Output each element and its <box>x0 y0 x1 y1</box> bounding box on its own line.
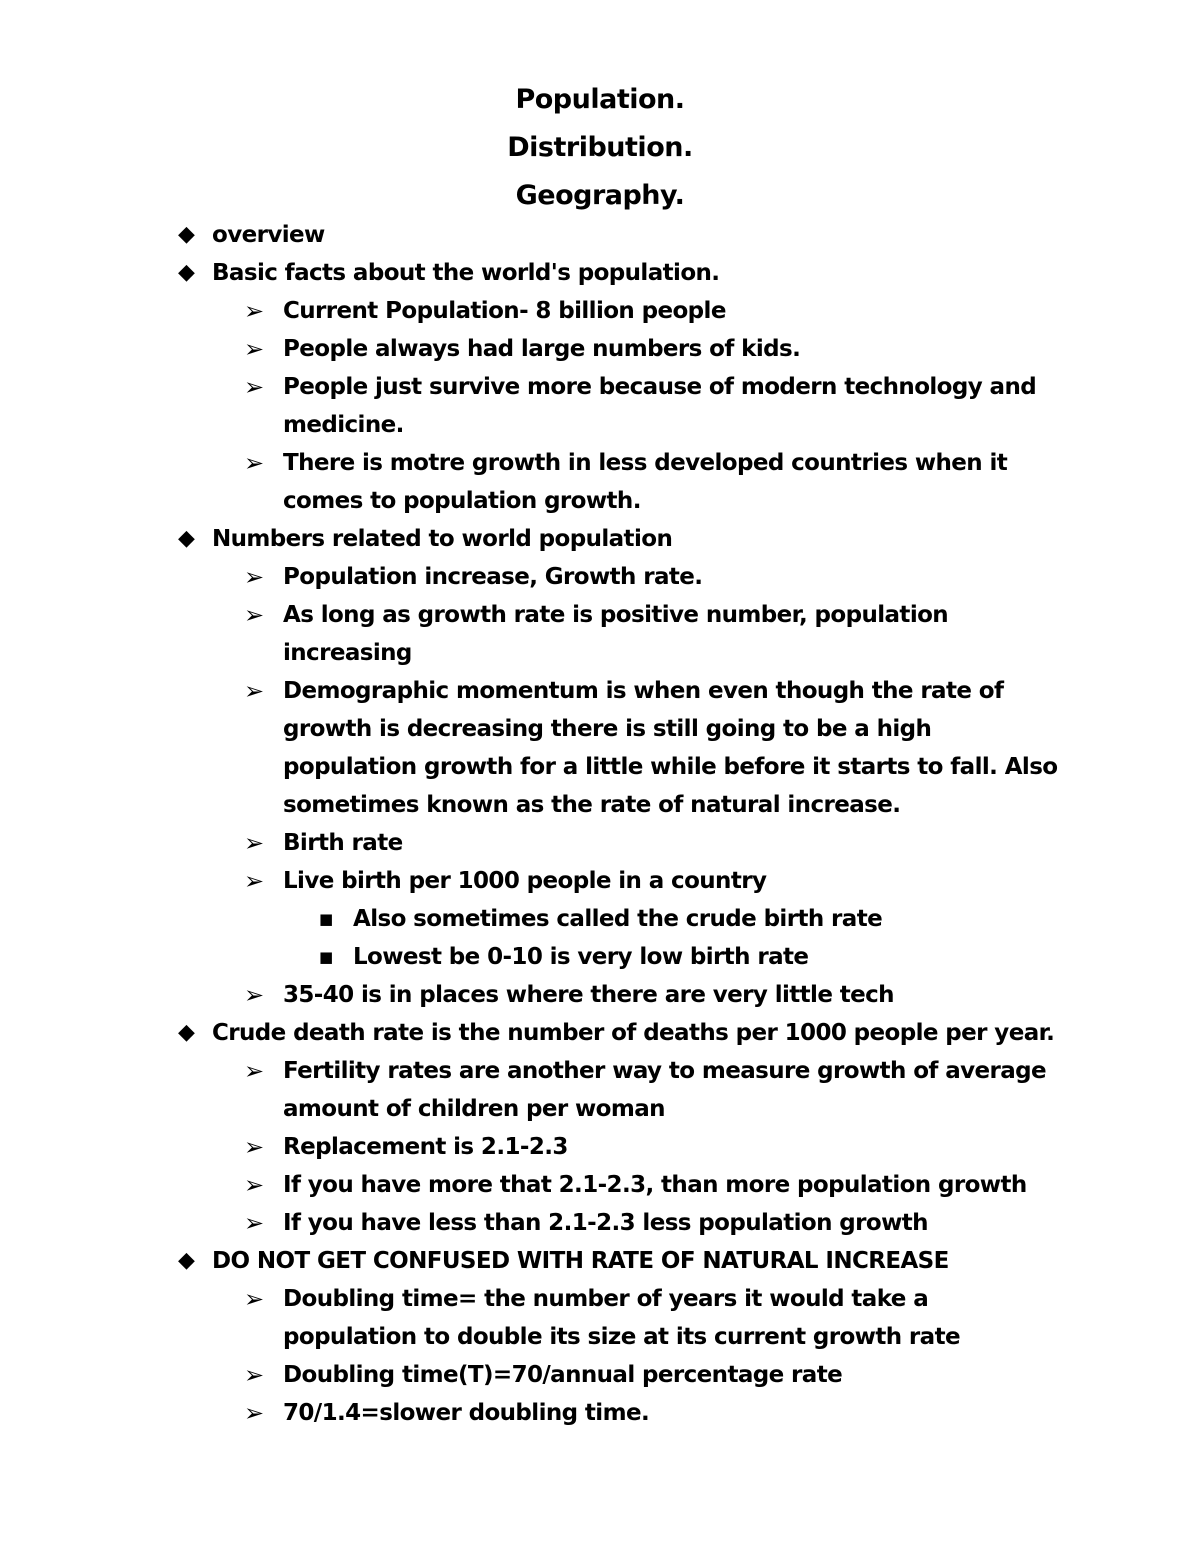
outline-item-level-2 <box>178 862 1058 900</box>
outline-item-text: Birth rate <box>283 830 403 856</box>
outline-item-text: Doubling time= the number of years it would take a population to double its size at its current growth rate <box>283 1286 960 1350</box>
outline-item-text: If you have more that 2.1-2.3, than more population growth <box>283 1172 1027 1198</box>
outline-item-level-3 <box>178 938 1068 976</box>
arrowhead-bullet-icon: ➢ <box>244 335 264 363</box>
arrowhead-bullet-icon: ➢ <box>244 297 264 325</box>
title-line-1: Population. <box>515 84 685 115</box>
outline-item-text: Crude death rate is the number of deaths per 1000 people per year. <box>212 1020 1055 1046</box>
outline-item-text: People just survive more because of modern technology and medicine. <box>283 374 1037 438</box>
outline-item-text: Doubling time(T)=70/annual percentage rate <box>283 1362 843 1388</box>
outline-item-level-2 <box>178 1280 1058 1356</box>
arrowhead-bullet-icon: ➢ <box>244 1285 264 1313</box>
arrowhead-bullet-icon: ➢ <box>244 677 264 705</box>
document-title <box>0 76 1200 220</box>
outline-item-text: Fertility rates are another way to measure growth of average amount of children per woman <box>283 1058 1047 1122</box>
outline-item-level-2 <box>178 444 1058 520</box>
outline-item-level-2 <box>178 1356 1058 1394</box>
outline-item-level-2 <box>178 1128 1058 1166</box>
title-line-2: Distribution. <box>507 132 693 163</box>
outline-item-text: People always had large numbers of kids. <box>283 336 801 362</box>
diamond-bullet-icon: ◆ <box>178 526 195 551</box>
outline-item-text: Live birth per 1000 people in a country <box>283 868 767 894</box>
outline-item-level-3 <box>178 900 1068 938</box>
arrowhead-bullet-icon: ➢ <box>244 867 264 895</box>
outline-item-text: Numbers related to world population <box>212 526 673 552</box>
outline-item-level-1 <box>178 254 1068 292</box>
outline-item-level-2 <box>178 368 1058 444</box>
outline-item-level-2 <box>178 1204 1058 1242</box>
outline-item-text: If you have less than 2.1-2.3 less population growth <box>283 1210 928 1236</box>
outline-item-text: 35-40 is in places where there are very little tech <box>283 982 894 1008</box>
outline-item-text: Replacement is 2.1-2.3 <box>283 1134 568 1160</box>
diamond-bullet-icon: ◆ <box>178 1020 195 1045</box>
arrowhead-bullet-icon: ➢ <box>244 1399 264 1427</box>
outline-item-level-2 <box>178 976 1058 1014</box>
outline-item-text: Also sometimes called the crude birth rate <box>353 906 883 932</box>
arrowhead-bullet-icon: ➢ <box>244 449 264 477</box>
outline-item-text: Basic facts about the world's population. <box>212 260 720 286</box>
arrowhead-bullet-icon: ➢ <box>244 1133 264 1161</box>
square-bullet-icon: ■ <box>319 948 333 966</box>
arrowhead-bullet-icon: ➢ <box>244 1209 264 1237</box>
outline-item-level-2 <box>178 824 1058 862</box>
outline-item-level-1 <box>178 1014 1068 1052</box>
arrowhead-bullet-icon: ➢ <box>244 601 264 629</box>
outline-item-level-1 <box>178 520 1068 558</box>
outline-item-level-2 <box>178 292 1058 330</box>
outline-item-level-1 <box>178 216 1068 254</box>
outline-item-text: Current Population- 8 billion people <box>283 298 726 324</box>
diamond-bullet-icon: ◆ <box>178 1248 195 1273</box>
outline-item-text: Demographic momentum is when even though the rate of growth is decreasing there is still going to be a high population growth for a little while before it starts to fall. Also sometimes known as the rate of natural increase. <box>283 678 1058 818</box>
arrowhead-bullet-icon: ➢ <box>244 1361 264 1389</box>
outline-item-level-2 <box>178 1166 1058 1204</box>
arrowhead-bullet-icon: ➢ <box>244 1171 264 1199</box>
outline-item-level-1 <box>178 1242 1068 1280</box>
diamond-bullet-icon: ◆ <box>178 260 195 285</box>
outline-item-text: Lowest be 0-10 is very low birth rate <box>353 944 809 970</box>
outline-item-level-2 <box>178 596 1058 672</box>
outline-item-level-2 <box>178 330 1058 368</box>
arrowhead-bullet-icon: ➢ <box>244 563 264 591</box>
outline-item-level-2 <box>178 672 1058 824</box>
outline-item-text: There is motre growth in less developed countries when it comes to population growth. <box>283 450 1008 514</box>
arrowhead-bullet-icon: ➢ <box>244 1057 264 1085</box>
title-line-3: Geography. <box>515 180 685 211</box>
arrowhead-bullet-icon: ➢ <box>244 829 264 857</box>
outline-item-text: 70/1.4=slower doubling time. <box>283 1400 650 1426</box>
outline-item-text: overview <box>212 222 325 248</box>
square-bullet-icon: ■ <box>319 910 333 928</box>
arrowhead-bullet-icon: ➢ <box>244 373 264 401</box>
outline-item-text: Population increase, Growth rate. <box>283 564 703 590</box>
notes-outline <box>178 216 1068 1432</box>
arrowhead-bullet-icon: ➢ <box>244 981 264 1009</box>
outline-item-level-2 <box>178 1394 1058 1432</box>
outline-item-level-2 <box>178 1052 1058 1128</box>
outline-item-text: DO NOT GET CONFUSED WITH RATE OF NATURAL INCREASE <box>212 1248 949 1274</box>
outline-item-level-2 <box>178 558 1058 596</box>
diamond-bullet-icon: ◆ <box>178 222 195 247</box>
outline-item-text: As long as growth rate is positive number, population increasing <box>283 602 949 666</box>
